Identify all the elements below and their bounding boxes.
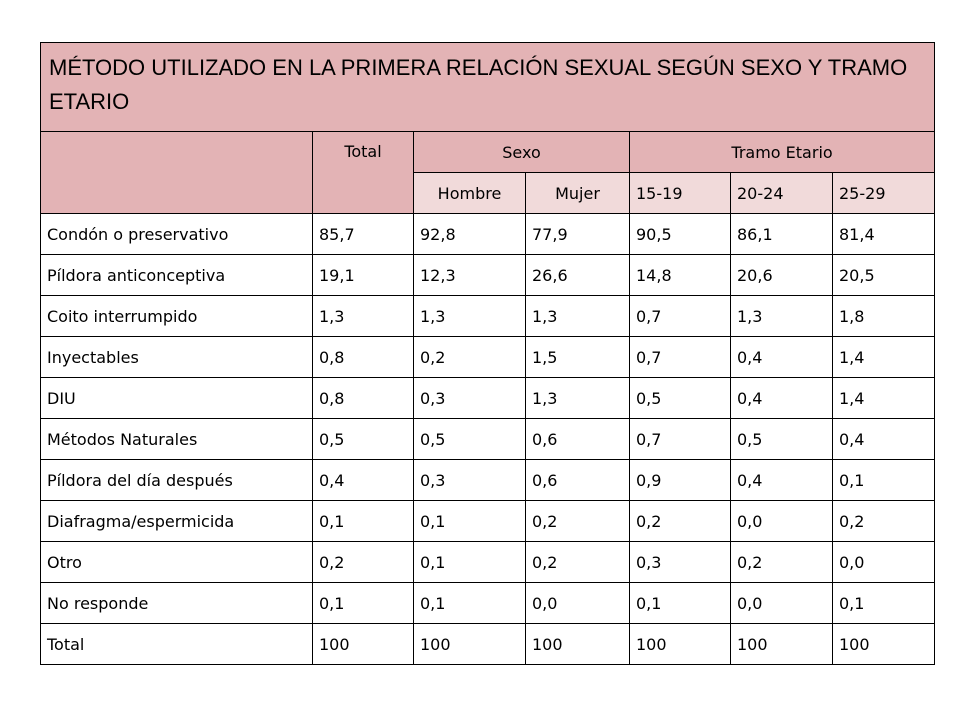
row-label: Diafragma/espermicida	[41, 501, 313, 542]
table-cell: 77,9	[526, 214, 630, 255]
table-cell: 0,1	[313, 501, 414, 542]
table-cell: 1,5	[526, 337, 630, 378]
row-label: Métodos Naturales	[41, 419, 313, 460]
table-cell: 0,2	[526, 542, 630, 583]
table-cell: 1,4	[833, 337, 935, 378]
table-cell: 0,5	[630, 378, 731, 419]
table-row	[41, 624, 935, 665]
data-table	[40, 42, 935, 665]
table-cell: 92,8	[414, 214, 526, 255]
table-row	[41, 542, 935, 583]
table-cell: 0,0	[526, 583, 630, 624]
table-cell: 0,4	[731, 460, 833, 501]
table-cell: 0,3	[414, 378, 526, 419]
table-cell: 0,7	[630, 296, 731, 337]
table-cell: 1,3	[731, 296, 833, 337]
table-cell: 14,8	[630, 255, 731, 296]
table-cell: 81,4	[833, 214, 935, 255]
table-cell: 0,6	[526, 460, 630, 501]
row-label: DIU	[41, 378, 313, 419]
table-cell: 1,4	[833, 378, 935, 419]
table-cell: 0,5	[731, 419, 833, 460]
table-cell: 12,3	[414, 255, 526, 296]
row-label: Condón o preservativo	[41, 214, 313, 255]
table-row	[41, 214, 935, 255]
table-cell: 0,1	[630, 583, 731, 624]
table-cell: 100	[526, 624, 630, 665]
table-cell: 0,2	[414, 337, 526, 378]
row-label: No responde	[41, 583, 313, 624]
table-cell: 0,2	[731, 542, 833, 583]
header-total: Total	[313, 132, 414, 214]
table-cell: 0,4	[833, 419, 935, 460]
table-cell: 0,2	[630, 501, 731, 542]
table-cell: 0,4	[313, 460, 414, 501]
row-label: Píldora del día después	[41, 460, 313, 501]
table-cell: 100	[414, 624, 526, 665]
table-cell: 100	[313, 624, 414, 665]
table-cell: 0,1	[833, 460, 935, 501]
table-cell: 1,8	[833, 296, 935, 337]
table-cell: 0,3	[630, 542, 731, 583]
table-cell: 1,3	[313, 296, 414, 337]
table-cell: 0,1	[414, 583, 526, 624]
header-mujer: Mujer	[526, 173, 630, 214]
table-cell: 0,4	[731, 378, 833, 419]
table-row	[41, 460, 935, 501]
header-empty-cell	[41, 132, 313, 214]
table-cell: 1,3	[414, 296, 526, 337]
table-row	[41, 501, 935, 542]
table-cell: 0,8	[313, 378, 414, 419]
header-20-24: 20-24	[731, 173, 833, 214]
row-label: Píldora anticonceptiva	[41, 255, 313, 296]
table-row	[41, 337, 935, 378]
table-cell: 1,3	[526, 378, 630, 419]
table-cell: 86,1	[731, 214, 833, 255]
table-cell: 0,1	[313, 583, 414, 624]
table-cell: 0,5	[414, 419, 526, 460]
row-label: Total	[41, 624, 313, 665]
header-sexo: Sexo	[414, 132, 630, 173]
table-cell: 0,3	[414, 460, 526, 501]
table-cell: 90,5	[630, 214, 731, 255]
table-cell: 0,7	[630, 337, 731, 378]
table-cell: 0,4	[731, 337, 833, 378]
header-25-29: 25-29	[833, 173, 935, 214]
table-cell: 0,9	[630, 460, 731, 501]
table-cell: 0,2	[313, 542, 414, 583]
table-cell: 0,2	[833, 501, 935, 542]
row-label: Coito interrumpido	[41, 296, 313, 337]
table-row	[41, 583, 935, 624]
table-cell: 0,8	[313, 337, 414, 378]
table-cell: 0,5	[313, 419, 414, 460]
table-cell: 20,5	[833, 255, 935, 296]
table-cell: 0,0	[833, 542, 935, 583]
header-tramo-etario: Tramo Etario	[630, 132, 935, 173]
table-cell: 0,7	[630, 419, 731, 460]
table-row	[41, 255, 935, 296]
table-cell: 0,1	[414, 501, 526, 542]
table-cell: 0,0	[731, 583, 833, 624]
table-cell: 0,2	[526, 501, 630, 542]
table-cell: 26,6	[526, 255, 630, 296]
table-cell: 85,7	[313, 214, 414, 255]
table-cell: 0,1	[833, 583, 935, 624]
table-cell: 19,1	[313, 255, 414, 296]
table-cell: 0,1	[414, 542, 526, 583]
header-hombre: Hombre	[414, 173, 526, 214]
header-15-19: 15-19	[630, 173, 731, 214]
table-row	[41, 296, 935, 337]
table-cell: 100	[833, 624, 935, 665]
table-row	[41, 378, 935, 419]
table-cell: 100	[731, 624, 833, 665]
table-cell: 100	[630, 624, 731, 665]
table-cell: 20,6	[731, 255, 833, 296]
table-cell: 1,3	[526, 296, 630, 337]
table-cell: 0,0	[731, 501, 833, 542]
table-row	[41, 419, 935, 460]
table-title: MÉTODO UTILIZADO EN LA PRIMERA RELACIÓN SEXUAL SEGÚN SEXO Y TRAMO ETARIO	[41, 43, 935, 132]
row-label: Inyectables	[41, 337, 313, 378]
table-cell: 0,6	[526, 419, 630, 460]
row-label: Otro	[41, 542, 313, 583]
